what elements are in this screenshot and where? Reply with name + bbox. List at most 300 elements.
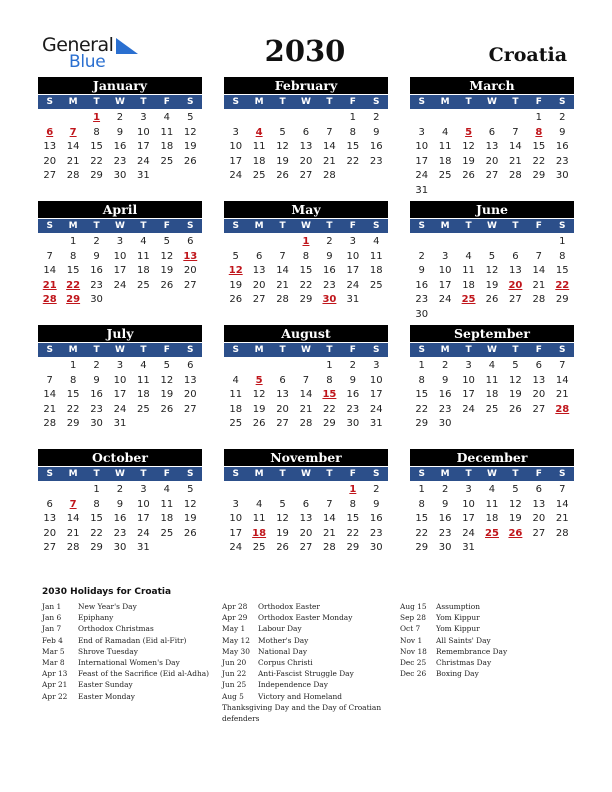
holiday-day-cell: 5 [465, 126, 473, 138]
holiday-row [400, 668, 570, 679]
weekday-label: S [46, 345, 53, 355]
day-cell: 9 [559, 126, 566, 138]
day-cell: 18 [137, 389, 150, 400]
day-cell: 14 [66, 141, 80, 152]
weekday-label: S [187, 345, 194, 355]
holiday-date: Apr 28 [222, 602, 248, 611]
weekday-label: S [559, 221, 566, 231]
empty-cell [271, 359, 294, 374]
day-cell: 4 [465, 250, 472, 262]
weekday-label: S [187, 97, 194, 107]
day-cell: 13 [183, 374, 197, 386]
empty-cell [480, 235, 503, 250]
day-cell: 10 [346, 250, 360, 262]
day-cell: 22 [323, 403, 336, 415]
day-grid [224, 235, 388, 308]
day-cell: 4 [488, 484, 496, 495]
weekday-label: F [535, 97, 542, 107]
holiday-date: May 1 [222, 624, 246, 634]
day-cell: 2 [93, 236, 100, 247]
day-cell: 28 [532, 294, 546, 305]
day-cell: 2 [373, 112, 380, 123]
day-cell: 29 [415, 418, 429, 429]
holiday-row [42, 668, 212, 679]
holiday-name: End of Ramadan (Eid al-Fitr) [78, 635, 187, 645]
day-cell: 25 [137, 403, 150, 415]
day-cell: 30 [438, 542, 452, 553]
holiday-date: Apr 29 [222, 613, 248, 623]
holiday-date: Jan 1 [42, 602, 62, 611]
day-cell: 18 [137, 265, 150, 276]
holiday-day-cell: 1 [349, 484, 357, 495]
weekday-label: T [512, 97, 519, 107]
weekday-label: S [46, 221, 53, 231]
holiday-day-cell: 26 [508, 527, 523, 539]
day-grid [224, 483, 388, 556]
day-cell: 1 [93, 484, 100, 495]
month-march [410, 77, 574, 198]
day-cell: 21 [299, 403, 313, 415]
day-cell: 31 [346, 294, 360, 305]
weekday-label: T [465, 469, 472, 479]
day-cell: 2 [116, 484, 124, 495]
weekday-label: T [93, 97, 100, 107]
day-cell: 24 [462, 403, 475, 415]
day-cell: 24 [137, 155, 150, 167]
day-cell: 10 [229, 141, 243, 152]
day-cell: 7 [512, 126, 519, 138]
holiday-name: Yom Kippur [436, 624, 480, 634]
month-name: February [224, 77, 388, 94]
day-cell: 18 [462, 279, 475, 291]
month-february [224, 77, 388, 184]
day-cell: 21 [532, 279, 546, 291]
holiday-name: Easter Monday [78, 691, 135, 701]
day-cell: 19 [183, 513, 197, 524]
month-name: May [224, 201, 388, 218]
day-cell: 23 [90, 403, 103, 415]
holiday-row [400, 623, 570, 634]
weekday-label: S [187, 469, 194, 479]
weekday-label: W [115, 345, 125, 355]
holiday-day-cell: 22 [66, 279, 81, 291]
day-cell: 24 [415, 170, 429, 181]
day-cell: 25 [485, 403, 499, 415]
day-cell: 3 [116, 236, 124, 247]
day-cell: 18 [160, 141, 174, 152]
holiday-row [222, 679, 382, 690]
day-cell: 2 [559, 112, 566, 123]
empty-cell [38, 111, 61, 126]
day-cell: 12 [276, 141, 289, 152]
weekday-label: S [418, 221, 425, 231]
day-cell: 15 [90, 513, 103, 524]
day-cell: 28 [43, 418, 57, 429]
day-cell: 24 [369, 403, 383, 415]
weekday-label: T [140, 221, 147, 231]
day-cell: 5 [232, 250, 239, 262]
weekday-header [38, 95, 202, 109]
calendar-country: Croatia [488, 44, 567, 66]
month-name: January [38, 77, 202, 94]
day-cell: 17 [229, 527, 243, 539]
weekday-label: W [301, 345, 311, 355]
day-cell: 31 [113, 418, 127, 429]
day-cell: 4 [140, 236, 147, 247]
weekday-label: S [187, 221, 194, 231]
day-grid [410, 483, 574, 556]
month-may [224, 201, 388, 308]
day-cell: 23 [323, 279, 336, 291]
day-cell: 2 [441, 484, 449, 495]
holiday-date: Dec 25 [400, 657, 427, 667]
day-cell: 12 [509, 374, 522, 386]
day-cell: 28 [323, 170, 336, 181]
day-cell: 18 [252, 155, 266, 167]
holiday-row [222, 668, 382, 679]
day-cell: 24 [113, 279, 127, 291]
weekday-label: W [487, 97, 497, 107]
holiday-day-cell: 13 [183, 250, 198, 262]
weekday-label: S [418, 97, 425, 107]
day-cell: 15 [415, 389, 429, 400]
day-cell: 27 [183, 403, 197, 415]
weekday-label: T [140, 469, 147, 479]
weekday-label: S [373, 469, 380, 479]
empty-cell [294, 359, 317, 374]
day-cell: 20 [183, 389, 197, 400]
weekday-label: W [487, 221, 497, 231]
day-cell: 16 [369, 513, 383, 524]
day-cell: 9 [326, 250, 333, 262]
day-cell: 12 [160, 250, 174, 262]
day-cell: 11 [229, 389, 243, 400]
day-cell: 13 [485, 141, 499, 152]
holiday-row [42, 601, 212, 612]
weekday-header [410, 219, 574, 233]
day-cell: 17 [438, 279, 452, 291]
day-cell: 9 [349, 374, 357, 386]
holiday-day-cell: 5 [255, 374, 263, 386]
day-cell: 18 [369, 265, 383, 276]
holidays-title: 2030 Holidays for Croatia [42, 587, 172, 597]
day-cell: 3 [441, 250, 449, 262]
day-cell: 10 [462, 498, 475, 510]
holiday-name: Shrove Tuesday [78, 646, 138, 656]
holiday-date: Apr 13 [42, 669, 68, 679]
day-cell: 27 [532, 403, 546, 415]
weekday-label: T [465, 221, 472, 231]
day-cell: 29 [555, 294, 569, 305]
day-cell: 12 [276, 513, 289, 524]
day-grid [410, 359, 574, 432]
day-cell: 11 [485, 374, 499, 386]
weekday-label: M [254, 469, 264, 479]
day-cell: 7 [46, 374, 53, 386]
holiday-day-cell: 1 [302, 236, 310, 247]
empty-cell [38, 359, 61, 374]
empty-cell [247, 483, 270, 498]
day-cell: 11 [160, 498, 174, 510]
day-cell: 19 [276, 155, 289, 167]
holiday-date: Aug 15 [400, 602, 427, 611]
day-cell: 6 [535, 360, 543, 371]
day-cell: 31 [369, 418, 383, 429]
day-cell: 13 [252, 265, 266, 276]
weekday-label: S [559, 345, 566, 355]
day-cell: 5 [488, 250, 496, 262]
day-cell: 5 [512, 484, 519, 495]
day-cell: 31 [462, 542, 475, 553]
holiday-row [42, 679, 212, 690]
weekday-label: F [349, 221, 356, 231]
weekday-label: T [465, 97, 472, 107]
month-october [38, 449, 202, 556]
day-cell: 25 [229, 418, 243, 429]
day-cell: 5 [279, 126, 286, 138]
weekday-header [224, 343, 388, 357]
day-cell: 23 [555, 155, 569, 167]
holiday-name: All Saints' Day [436, 635, 491, 645]
day-cell: 23 [369, 527, 383, 539]
day-cell: 11 [485, 498, 499, 510]
holiday-column [222, 601, 382, 724]
day-cell: 28 [66, 542, 80, 553]
day-cell: 1 [559, 236, 566, 247]
weekday-header [410, 95, 574, 109]
day-cell: 31 [137, 170, 150, 181]
day-cell: 4 [255, 498, 263, 510]
weekday-label: M [254, 97, 264, 107]
day-cell: 18 [485, 513, 499, 524]
weekday-label: T [279, 97, 286, 107]
holiday-row [222, 646, 382, 657]
day-cell: 13 [276, 389, 289, 400]
day-cell: 27 [43, 170, 57, 181]
day-cell: 3 [140, 484, 147, 495]
holiday-row [42, 635, 212, 646]
day-cell: 4 [441, 126, 449, 138]
holiday-day-cell: 28 [42, 294, 57, 305]
day-cell: 3 [116, 360, 124, 371]
weekday-label: M [254, 345, 264, 355]
weekday-label: S [373, 345, 380, 355]
empty-cell [433, 111, 456, 126]
day-cell: 6 [535, 484, 543, 495]
day-cell: 26 [462, 170, 475, 181]
day-cell: 3 [465, 360, 472, 371]
month-name: August [224, 325, 388, 342]
weekday-label: M [440, 97, 450, 107]
day-cell: 8 [69, 250, 77, 262]
day-cell: 7 [535, 250, 543, 262]
day-cell: 8 [349, 126, 357, 138]
holiday-name: Epiphany [78, 613, 114, 623]
day-cell: 16 [555, 141, 569, 152]
empty-cell [410, 111, 433, 126]
holiday-day-cell: 22 [555, 279, 570, 291]
weekday-label: W [115, 469, 125, 479]
day-cell: 6 [279, 374, 286, 386]
day-cell: 9 [116, 498, 124, 510]
day-cell: 22 [90, 527, 103, 539]
day-cell: 26 [485, 294, 499, 305]
day-cell: 9 [116, 126, 124, 138]
empty-cell [294, 483, 317, 498]
day-cell: 17 [462, 513, 475, 524]
holiday-date: May 12 [222, 635, 250, 645]
day-cell: 27 [43, 542, 57, 553]
holiday-row [222, 601, 382, 612]
day-cell: 27 [183, 279, 197, 291]
holiday-row [222, 691, 382, 725]
day-cell: 3 [349, 236, 357, 247]
holiday-row [42, 646, 212, 657]
weekday-label: S [46, 97, 53, 107]
weekday-label: T [512, 469, 519, 479]
holiday-row [400, 601, 570, 612]
day-cell: 25 [160, 527, 174, 539]
day-cell: 21 [555, 389, 569, 400]
day-cell: 23 [90, 279, 103, 291]
weekday-label: M [68, 97, 78, 107]
day-cell: 13 [532, 374, 546, 386]
day-cell: 1 [69, 360, 77, 371]
day-cell: 10 [369, 374, 383, 386]
day-cell: 9 [93, 374, 100, 386]
day-cell: 1 [326, 360, 333, 371]
day-cell: 23 [438, 403, 452, 415]
day-cell: 15 [532, 141, 546, 152]
day-cell: 29 [90, 542, 103, 553]
day-cell: 9 [373, 498, 380, 510]
day-cell: 15 [299, 265, 313, 276]
day-cell: 17 [137, 141, 150, 152]
holiday-name: Boxing Day [436, 669, 479, 679]
weekday-label: T [512, 345, 519, 355]
day-cell: 18 [160, 513, 174, 524]
day-cell: 4 [163, 112, 171, 123]
day-cell: 3 [232, 126, 239, 138]
weekday-label: S [232, 221, 239, 231]
weekday-label: M [68, 345, 78, 355]
day-cell: 5 [279, 498, 286, 510]
day-cell: 19 [276, 527, 289, 539]
holiday-name: National Day [258, 646, 308, 656]
day-cell: 10 [415, 141, 429, 152]
weekday-label: S [232, 97, 239, 107]
empty-cell [224, 235, 247, 250]
day-cell: 21 [555, 513, 569, 524]
day-cell: 16 [90, 389, 103, 400]
logo-word-blue: Blue [69, 52, 106, 72]
holiday-day-cell: 25 [461, 294, 476, 305]
day-cell: 8 [418, 498, 425, 510]
empty-cell [247, 111, 270, 126]
weekday-label: F [349, 345, 356, 355]
day-cell: 13 [299, 141, 313, 152]
weekday-label: T [93, 221, 100, 231]
holiday-date: Mar 8 [42, 657, 65, 667]
day-cell: 9 [418, 265, 425, 276]
weekday-label: M [68, 469, 78, 479]
day-cell: 11 [252, 513, 266, 524]
holiday-day-cell: 25 [485, 527, 499, 539]
day-cell: 3 [373, 360, 380, 371]
empty-cell [457, 235, 480, 250]
weekday-label: T [279, 221, 286, 231]
holiday-date: Oct 7 [400, 624, 421, 634]
day-cell: 24 [462, 527, 475, 539]
holiday-name: Orthodox Easter [258, 602, 320, 611]
day-cell: 3 [140, 112, 147, 123]
day-cell: 27 [532, 527, 546, 539]
holiday-name: New Year's Day [78, 602, 137, 611]
holiday-date: Nov 1 [400, 635, 423, 645]
day-cell: 6 [187, 360, 194, 371]
day-cell: 11 [369, 250, 383, 262]
day-cell: 21 [66, 155, 80, 167]
day-cell: 4 [163, 484, 171, 495]
day-grid [224, 359, 388, 432]
day-cell: 13 [43, 141, 57, 152]
weekday-label: F [349, 469, 356, 479]
day-cell: 2 [93, 360, 100, 371]
day-cell: 22 [66, 403, 80, 415]
day-cell: 29 [299, 294, 313, 305]
day-cell: 23 [369, 155, 383, 167]
day-cell: 20 [532, 513, 546, 524]
day-cell: 19 [160, 389, 174, 400]
day-cell: 25 [160, 155, 174, 167]
holiday-row [222, 657, 382, 668]
holiday-date: Jun 22 [222, 669, 247, 679]
day-cell: 7 [326, 498, 333, 510]
day-cell: 5 [163, 360, 171, 371]
day-cell: 21 [66, 527, 80, 539]
empty-cell [271, 235, 294, 250]
day-cell: 10 [462, 374, 475, 386]
holiday-name: Assumption [436, 602, 480, 611]
day-cell: 1 [535, 112, 543, 123]
holiday-row [400, 635, 570, 646]
holiday-day-cell: 28 [555, 403, 570, 415]
empty-cell [61, 483, 84, 498]
day-cell: 21 [323, 527, 336, 539]
day-cell: 25 [252, 542, 266, 553]
day-cell: 16 [346, 389, 360, 400]
day-cell: 7 [326, 126, 333, 138]
holiday-day-cell: 8 [535, 126, 543, 138]
day-cell: 14 [276, 265, 289, 276]
weekday-label: S [418, 345, 425, 355]
empty-cell [433, 235, 456, 250]
day-cell: 18 [229, 403, 243, 415]
day-cell: 24 [137, 527, 150, 539]
day-cell: 25 [252, 170, 266, 181]
holiday-date: Dec 26 [400, 669, 427, 679]
day-cell: 15 [90, 141, 103, 152]
day-cell: 7 [279, 250, 286, 262]
month-name: December [410, 449, 574, 466]
weekday-label: S [232, 469, 239, 479]
day-cell: 13 [43, 513, 57, 524]
day-cell: 6 [302, 498, 310, 510]
holiday-name: Independence Day [258, 680, 328, 690]
month-name: November [224, 449, 388, 466]
day-cell: 28 [509, 170, 522, 181]
day-cell: 18 [438, 155, 452, 167]
